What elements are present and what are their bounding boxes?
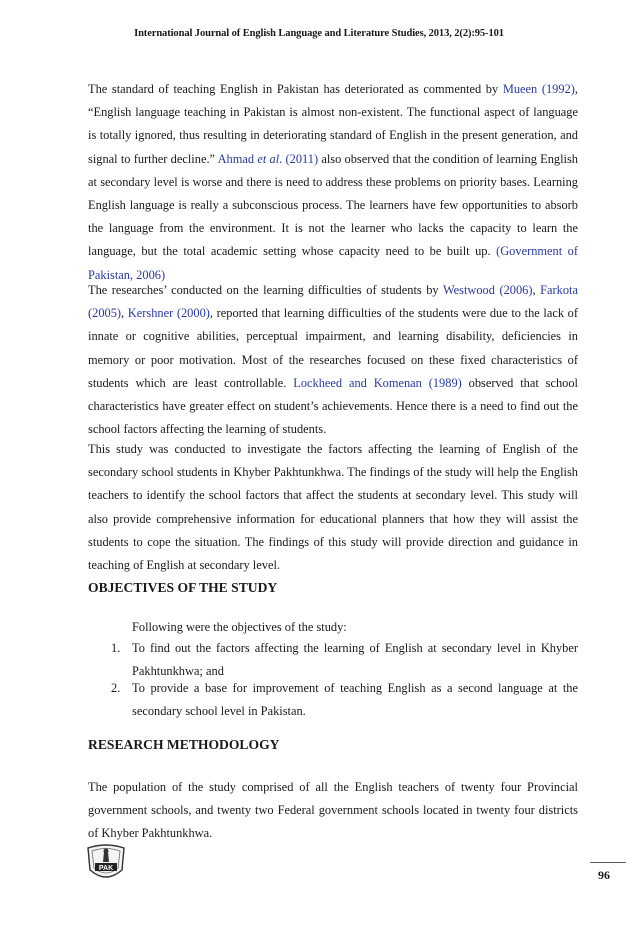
citation-mueen: Mueen (1992) (502, 82, 575, 96)
journal-header: International Journal of English Language and Literature Studies, 2013, 2(2):95-101 (134, 28, 504, 39)
methodology-paragraph: The population of the study comprised of all the English teachers of twenty four Provincial government schools, and twenty two Federal government schools located in twenty four districts of Khyber Pakhtunkhwa. (88, 780, 578, 841)
objectives-intro: Following were the objectives of the study: (132, 620, 347, 634)
paragraph-1 (88, 78, 578, 287)
p2-text-3: , (121, 306, 128, 321)
page-number: 96 (598, 868, 610, 882)
objectives-heading: OBJECTIVES OF THE STUDY (88, 580, 278, 595)
citation-ahmad-etal: et al (257, 151, 280, 166)
p2-text-1: The researches’ conducted on the learning difficulties of students by (88, 283, 443, 297)
citation-kershner: Kershner (2000) (127, 306, 210, 321)
objective-number: 1. (111, 641, 121, 655)
paragraph-3: This study was conducted to investigate the factors affecting the learning of English of the secondary school students in Khyber Pakhtunkhwa. The findings of the study will help the English teachers to identify the school factors that affect the students at secondary level. This study will also provide comprehensive information for educational planners that how they will assist the students to cope the situation. The findings of this study will provide direction and guidance in teaching of English at secondary level. (88, 442, 578, 573)
citation-government: (Government of Pakistan, 2006) (88, 244, 579, 282)
citation-lockheed: Lockheed and Komenan (1989) (293, 375, 462, 390)
objective-text: To find out the factors affecting the learning of English at secondary level in Khyber Pakhtunkhwa; and (132, 641, 578, 679)
p2-text-5: observed that school characteristics have greater effect on student’s achievements. Hence there is a need to find out the school factors affecting the learning of students. (88, 375, 578, 437)
objective-number: 2. (111, 681, 121, 695)
footer-rule (590, 862, 626, 863)
p1-text-2: , “English language teaching in Pakistan is almost non-existent. The functional aspect of language is totally ignored, thus resulting in deteriorating standard of English in the present generation, and signal to further decline.” (88, 82, 578, 166)
citation-ahmad (218, 152, 318, 166)
citation-ahmad-author: Ahmad (217, 151, 258, 166)
publisher-logo-graphic (82, 840, 130, 888)
p2-text-2: , (532, 283, 541, 297)
paragraph-2 (88, 279, 578, 441)
citation-farkota: Farkota (2005) (88, 283, 578, 321)
p1-text-1: The standard of teaching English in Pakistan has deteriorated as commented by (88, 82, 503, 96)
p2-text-4: , reported that learning difficulties of the students were due to the lack of innate or cognitive abilities, perceptual impairment, and learning disability, deficiencies in memory or poor motivation. Most of the researches focused on these fixed characteristics of students which are least controllable. (88, 306, 579, 390)
citation-westwood: Westwood (2006) (442, 283, 533, 297)
publisher-logo (82, 840, 130, 888)
logo-text: PAK (98, 865, 114, 872)
methodology-heading: RESEARCH METHODOLOGY (88, 737, 280, 752)
p1-text-3: also observed that the condition of learning English at secondary level is worse and there is need to address these problems on priority bases. Learning English language is really a subconscious process. The learners have few opportunities to absorb the language from the environment. It is not the learner who lacks the capacity to learn the language, but the total academic setting whose capacity need to be built up. (88, 151, 578, 259)
objective-text: To provide a base for improvement of teaching English as a second language at the secondary school level in Pakistan. (132, 681, 578, 719)
citation-ahmad-year: . (2011) (279, 151, 319, 166)
